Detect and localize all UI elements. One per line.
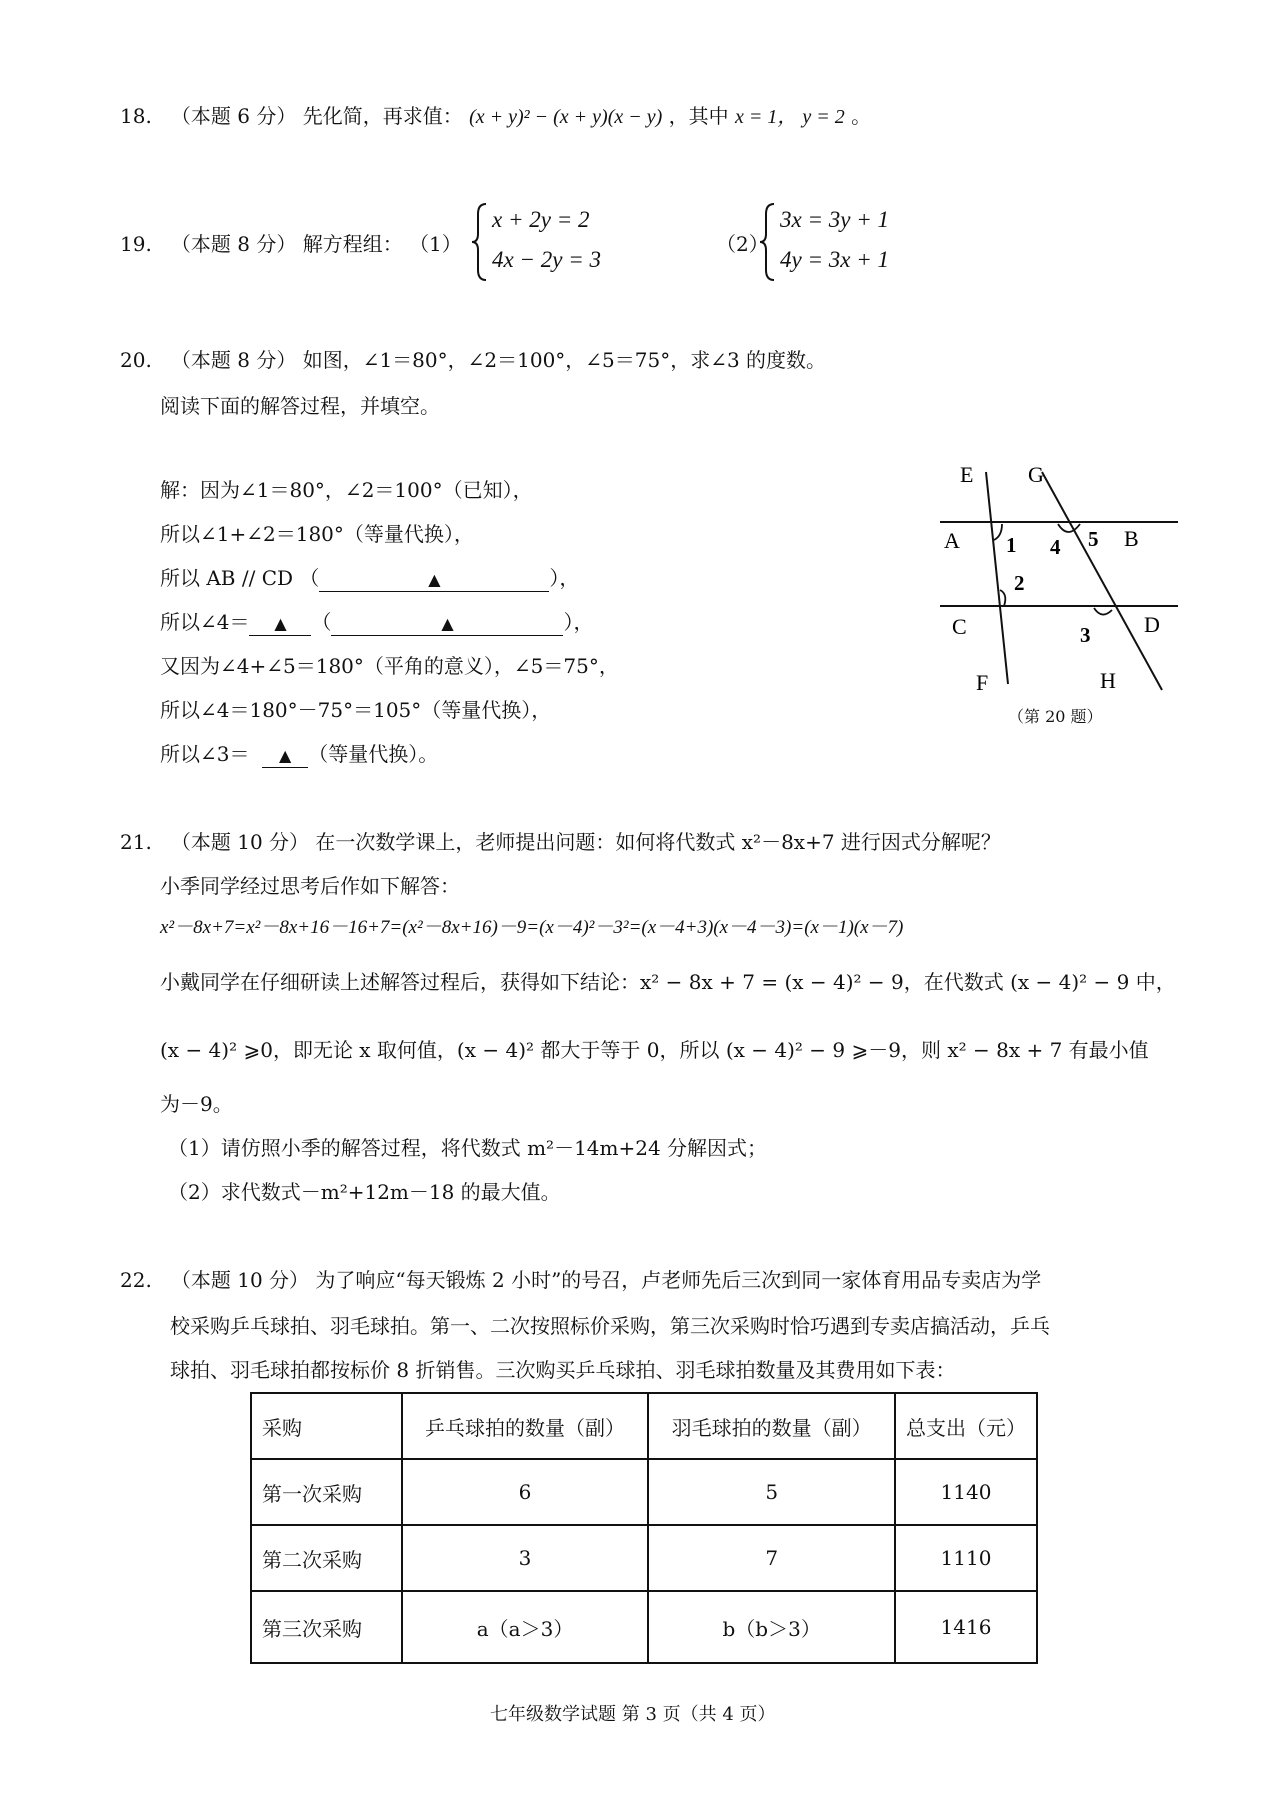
blank-mark: ▲ [274,614,287,633]
label-d: D [1144,612,1160,637]
system2-equation2: 4y = 3x + 1 [780,247,889,272]
q21-line [120,828,1001,856]
q22-line-2: 校采购乒乓球拍、羽毛球拍。第一、二次按照标价采购，第三次采购时恰巧遇到专卖店搞活动，乒乓 [170,1314,1050,1338]
table-header: 采购 [251,1393,402,1459]
q21-line-5: (x − 4)² ⩾0，即无论 x 取何值，(x − 4)² 都大于等于 0，所以 (x − 4)² − 9 ⩾－9，则 x² − 8x + 7 有最小值 [160,1038,1149,1062]
label-b: B [1124,526,1139,551]
question-score: （本题 10 分） [170,1268,310,1292]
question-number: 21. [120,830,152,854]
label-f: F [976,670,989,692]
condition-prefix: ，其中 [668,104,735,128]
solution-line-1: 解：因为∠1＝80°，∠2＝100°（已知）， [160,478,533,502]
question-text: 在一次数学课上，老师提出问题：如何将代数式 x²－8x+7 进行因式分解呢？ [315,830,1001,854]
angle-3-arc [1094,608,1112,615]
question-score: （本题 10 分） [170,830,310,854]
table-header: 乒乓球拍的数量（副） [402,1393,649,1459]
question-text: 为了响应“每天锻炼 2 小时”的号召，卢老师先后三次到同一家体育用品专卖店为学 [315,1268,1042,1292]
condition-values: x = 1， y = 2 [734,106,845,128]
solution-line-4 [160,608,593,636]
angle-1-arc [994,524,1002,540]
sentence-end: 。 [851,104,872,128]
question-text: 解方程组： [302,232,403,256]
q21-factor-steps: x²－8x+7=x²－8x+16－16+7=(x²－8x+16)－9=(x－4)²－3²=(x－4+3)(x－4－3)=(x－1)(x－7) [160,917,904,938]
q20-instruction: 阅读下面的解答过程，并填空。 [160,394,440,418]
angle-45-arc [1058,524,1080,532]
part-label: （1） [409,232,462,256]
q22-line-3: 球拍、羽毛球拍都按标价 8 折销售。三次购买乒乓球拍、羽毛球拍数量及其费用如下表： [170,1358,956,1382]
system1-equation1: x + 2y = 2 [492,207,590,232]
label-e: E [960,462,974,487]
table-cell: 第二次采购 [251,1525,402,1591]
solution-text: ）， [549,566,580,590]
solution-text: 所以 AB // CD （ [160,566,320,590]
table-cell: a（a＞3） [402,1591,649,1663]
line-ef [986,472,1008,684]
solution-text: ）， [563,610,594,634]
q20-figure [930,462,1180,692]
question-score: （本题 8 分） [170,348,297,372]
question-number: 19. [120,232,152,256]
solution-line-3 [160,564,579,592]
question-number: 22. [120,1268,152,1292]
q21-line-6: 为－9。 [160,1092,233,1116]
table-cell: 5 [648,1459,895,1525]
system-brace-2 [758,202,778,282]
solution-line-2: 所以∠1+∠2＝180°（等量代换）， [160,522,474,546]
table-cell: b（b＞3） [648,1591,895,1663]
solution-line-7 [160,740,438,768]
question-text: 如图，∠1＝80°，∠2＝100°，∠5＝75°，求∠3 的度数。 [302,348,827,372]
question-text: 先化简，再求值： [302,104,463,128]
angle-5-label: 5 [1088,527,1099,551]
table-cell: 7 [648,1525,895,1591]
table-cell: 第一次采购 [251,1459,402,1525]
angle-4-label: 4 [1050,535,1061,559]
table-cell: 1140 [895,1459,1037,1525]
q19-line [120,230,462,258]
solution-text: （ [311,610,332,634]
math-expression: (x + y)² − (x + y)(x − y) [469,106,663,128]
table-row [251,1525,1037,1591]
table-header: 总支出（元） [895,1393,1037,1459]
answer-blank[interactable] [262,743,308,768]
table-header: 羽毛球拍的数量（副） [648,1393,895,1459]
label-a: A [944,528,960,553]
question-score: （本题 6 分） [170,104,297,128]
table-cell: 3 [402,1525,649,1591]
q21-sub-1: （1）请仿照小季的解答过程，将代数式 m²－14m+24 分解因式； [168,1136,768,1160]
answer-blank[interactable] [249,611,311,636]
q18-line [120,102,871,131]
label-c: C [952,614,967,639]
angle-3-label: 3 [1080,623,1091,647]
purchase-table [250,1392,1038,1664]
part-label: （2） [716,232,769,256]
q22-line [120,1266,1041,1294]
solution-text: （等量代换）。 [308,742,439,766]
question-score: （本题 8 分） [170,232,297,256]
page-footer: 七年级数学试题 第 3 页（共 4 页） [490,1704,776,1725]
line-gh [1042,472,1162,690]
table-cell: 6 [402,1459,649,1525]
system-brace-1 [470,202,490,282]
table-cell: 1416 [895,1591,1037,1663]
table-cell: 第三次采购 [251,1591,402,1663]
figure-caption: （第 20 题） [1008,707,1103,726]
label-h: H [1100,668,1116,692]
blank-mark: ▲ [441,614,454,633]
answer-blank[interactable] [331,611,563,636]
system2-equation1: 3x = 3y + 1 [780,207,889,232]
solution-line-5: 又因为∠4+∠5＝180°（平角的意义），∠5＝75°， [160,654,619,678]
system1-equation2: 4x − 2y = 3 [492,247,601,272]
q21-line-4: 小戴同学在仔细研读上述解答过程后，获得如下结论：x² − 8x + 7 = (x − 4)² − 9，在代数式 (x − 4)² − 9 中， [160,970,1176,994]
answer-blank[interactable] [319,567,549,592]
angle-2-arc [1000,590,1005,606]
question-number: 20. [120,348,152,372]
solution-text: 所以∠4＝ [160,610,250,634]
table-cell: 1110 [895,1525,1037,1591]
q21-sub-2: （2）求代数式－m²+12m－18 的最大值。 [168,1180,561,1204]
solution-text: 所以∠3＝ [160,742,250,766]
table-header-row [251,1393,1037,1459]
blank-mark: ▲ [428,570,441,589]
label-g: G [1028,462,1044,487]
blank-mark: ▲ [279,746,292,765]
q20-line [120,346,826,374]
angle-1-label: 1 [1006,533,1017,557]
table-row [251,1459,1037,1525]
solution-line-6: 所以∠4＝180°－75°＝105°（等量代换）， [160,698,552,722]
table-row [251,1591,1037,1663]
q21-line-2: 小季同学经过思考后作如下解答： [160,874,460,898]
angle-2-label: 2 [1014,571,1025,595]
question-number: 18. [120,104,152,128]
